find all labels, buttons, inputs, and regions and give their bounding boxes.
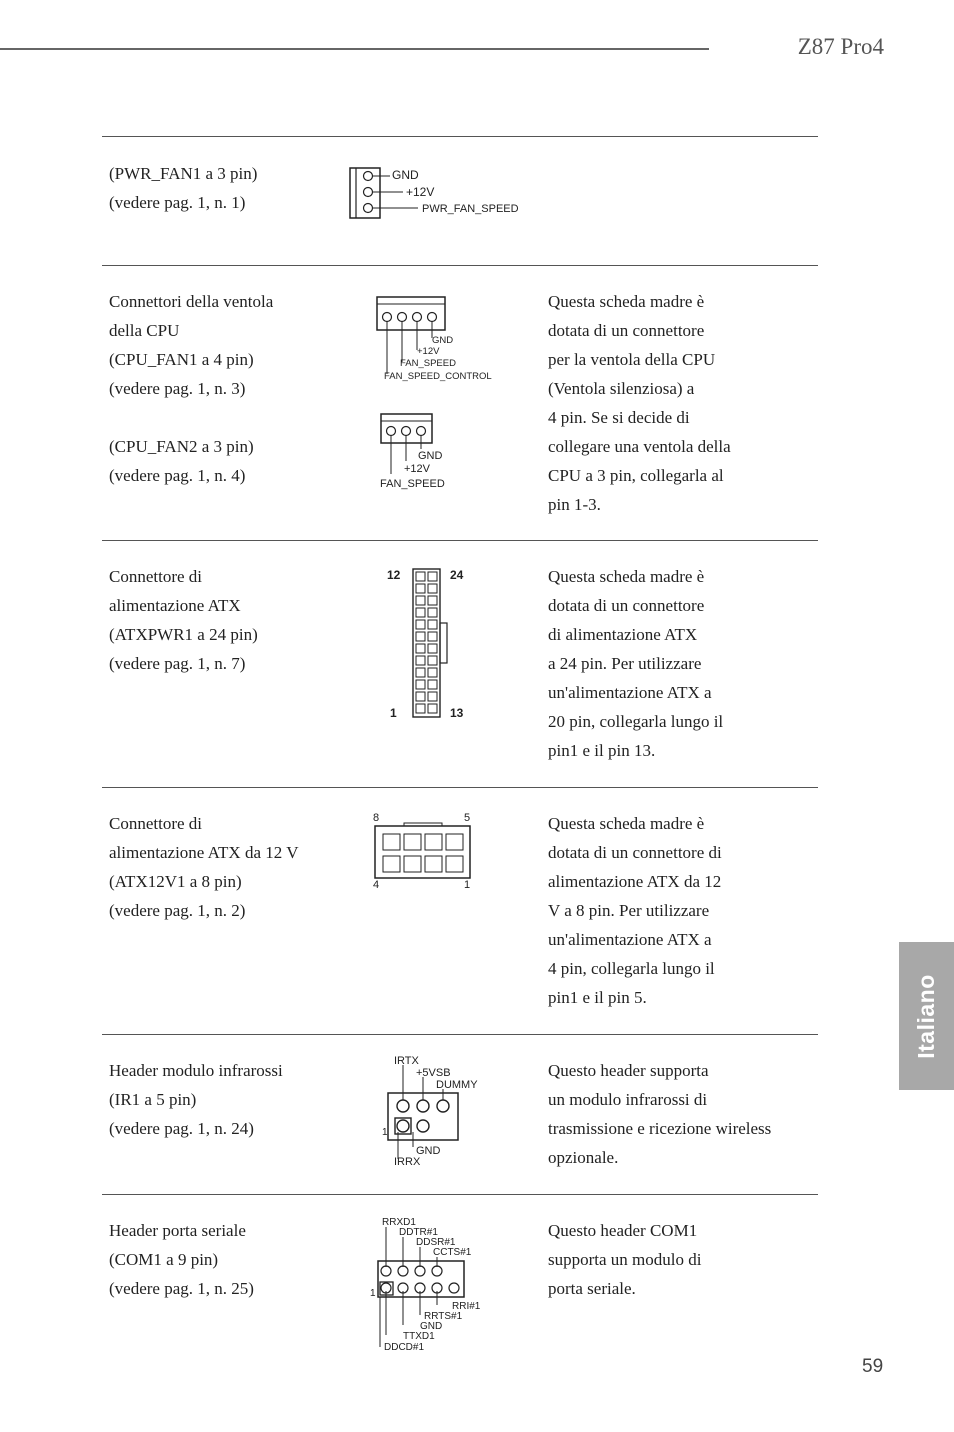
atx24-pin — [428, 668, 437, 677]
atx24-pin — [428, 644, 437, 653]
atx24-pin — [428, 656, 437, 665]
atx24-pin — [416, 704, 425, 713]
atx12v-pin — [425, 834, 442, 850]
com-label-rrts1: RRTS#1 — [424, 1311, 463, 1322]
atx24-label-12: 12 — [387, 568, 401, 582]
atx12v-note: Questa scheda madre è dotata di un connettore di alimentazione ATX da 12 V a 8 pin. Per utilizzare un'alimentazione ATX a 4 pin, collegarla lungo il pin1 e il pin 5. — [548, 814, 722, 1007]
atx24-description: Connettore di alimentazione ATX (ATXPWR1 a 24 pin) (vedere pag. 1, n. 7) — [109, 567, 258, 673]
page-number: 59 — [862, 1356, 884, 1377]
ir-label-dummy: DUMMY — [436, 1079, 478, 1091]
atx12v-connector-diagram — [369, 810, 489, 895]
language-side-tab — [899, 942, 954, 1090]
ir-label-irrx: IRRX — [394, 1156, 421, 1168]
atx24-pin — [416, 692, 425, 701]
atx12v-label-8: 8 — [373, 812, 380, 824]
com-pin — [415, 1266, 425, 1276]
atx24-pin — [416, 572, 425, 581]
cpu-fan1-label-fan-speed-control: FAN_SPEED_CONTROL — [384, 371, 492, 382]
atx12v-pin — [446, 856, 463, 872]
com-label-ddsr1: DDSR#1 — [416, 1237, 456, 1248]
atx24-label-13: 13 — [450, 706, 464, 720]
com-pin — [398, 1266, 408, 1276]
com-label-ddcd1: DDCD#1 — [384, 1342, 425, 1353]
com-label-gnd: GND — [420, 1321, 443, 1332]
ir-description: Header modulo infrarossi (IR1 a 5 pin) (vedere pag. 1, n. 24) — [109, 1061, 283, 1138]
com-pin — [432, 1266, 442, 1276]
com-label-ddtr1: DDTR#1 — [399, 1227, 438, 1238]
atx12v-label-4: 4 — [373, 879, 380, 891]
atx24-pin — [416, 656, 425, 665]
pin-label-12v: +12V — [406, 185, 435, 199]
atx24-pin — [428, 680, 437, 689]
section-pwr-fan — [102, 136, 818, 266]
atx24-note: Questa scheda madre è dotata di un connettore di alimentazione ATX a 24 pin. Per utilizzare un'alimentazione ATX a 20 pin, collegarla lungo il pin1 e il pin 13. — [548, 567, 724, 760]
atx12v-label-1: 1 — [464, 879, 471, 891]
ir-label-irtx: IRTX — [394, 1055, 419, 1067]
cpu-fan-note: Questa scheda madre è dotata di un connettore per la ventola della CPU (Ventola silenziosa) a 4 pin. Se si decide di collegare una ventola della CPU a 3 pin, collegarla al pin 1-3. — [548, 292, 731, 514]
atx24-pin — [428, 596, 437, 605]
section-cpu-fan — [102, 265, 818, 541]
language-label: Italiano — [913, 973, 940, 1059]
atx24-pin — [416, 680, 425, 689]
cpu-fan1-label-12v: +12V — [417, 346, 440, 357]
section-com-header — [102, 1194, 818, 1360]
atx12v-label-5: 5 — [464, 812, 471, 824]
com-label-ttxd1: TTXD1 — [403, 1331, 435, 1342]
pin-label-pwr-fan-speed: PWR_FAN_SPEED — [422, 203, 519, 215]
ir-label-5vsb: +5VSB — [416, 1067, 451, 1079]
atx24-pin — [428, 608, 437, 617]
cpu-fan1-label-fan-speed: FAN_SPEED — [400, 358, 456, 369]
atx24-pin — [416, 608, 425, 617]
cpu-fan-description: Connettori della ventola della CPU (CPU_FAN1 a 4 pin) (vedere pag. 1, n. 3) (CPU_FAN2 a 3 pin) (vedere pag. 1, n. 4) — [109, 292, 274, 485]
atx12v-pin — [383, 834, 400, 850]
atx24-label-24: 24 — [450, 568, 464, 582]
com-header-diagram — [368, 1215, 488, 1355]
cpu-fan1-connector-diagram — [374, 294, 514, 389]
atx12v-pin — [404, 834, 421, 850]
com-pin — [449, 1283, 459, 1293]
pwr-fan-description: (PWR_FAN1 a 3 pin) (vedere pag. 1, n. 1) — [109, 164, 258, 212]
atx24-pin — [416, 596, 425, 605]
com-label-rrxd1: RRXD1 — [382, 1217, 416, 1228]
atx12v-pin — [425, 856, 442, 872]
atx24-pin — [416, 668, 425, 677]
model-title: Z87 Pro4 — [797, 34, 884, 59]
atx24-pin — [416, 644, 425, 653]
ir-header-diagram — [378, 1053, 488, 1168]
atx24-connector-diagram — [384, 565, 484, 725]
section-ir-header — [102, 1034, 818, 1195]
atx24-pin — [428, 572, 437, 581]
atx12v-description: Connettore di alimentazione ATX da 12 V (ATX12V1 a 8 pin) (vedere pag. 1, n. 2) — [109, 814, 299, 920]
atx24-pin — [416, 584, 425, 593]
atx24-pin — [428, 704, 437, 713]
com-label-pin1: 1 — [370, 1288, 376, 1299]
section-atx12v-8pin — [102, 787, 818, 1035]
ir-label-pin1: 1 — [382, 1127, 388, 1138]
atx12v-pin — [383, 856, 400, 872]
cpu-fan2-label-12v: +12V — [404, 463, 430, 475]
atx24-pin — [416, 632, 425, 641]
ir-note: Questo header supporta un modulo infrarossi di trasmissione e ricezione wireless opzionale. — [548, 1061, 772, 1167]
com-note: Questo header COM1 supporta un modulo di porta seriale. — [548, 1221, 702, 1298]
com-label-ccts1: CCTS#1 — [433, 1247, 472, 1258]
cpu-fan1-label-gnd: GND — [432, 335, 454, 346]
atx12v-pin — [404, 856, 421, 872]
atx24-pin — [428, 620, 437, 629]
com-label-rri1: RRI#1 — [452, 1301, 481, 1312]
section-atx-24pin — [102, 540, 818, 788]
com-description: Header porta seriale (COM1 a 9 pin) (vedere pag. 1, n. 25) — [109, 1221, 254, 1298]
atx24-pin — [428, 692, 437, 701]
pwr-fan-connector-diagram — [348, 165, 548, 225]
atx24-pin — [416, 620, 425, 629]
pin-label-gnd: GND — [392, 168, 419, 182]
com-pin — [381, 1266, 391, 1276]
atx24-pin — [428, 632, 437, 641]
header-rule — [0, 48, 709, 50]
atx12v-pin — [446, 834, 463, 850]
cpu-fan2-label-fan-speed: FAN_SPEED — [380, 478, 445, 490]
cpu-fan2-connector-diagram — [378, 411, 478, 496]
ir-label-gnd: GND — [416, 1145, 441, 1157]
cpu-fan2-label-gnd: GND — [418, 450, 443, 462]
atx24-pin — [428, 584, 437, 593]
atx24-label-1: 1 — [390, 706, 397, 720]
